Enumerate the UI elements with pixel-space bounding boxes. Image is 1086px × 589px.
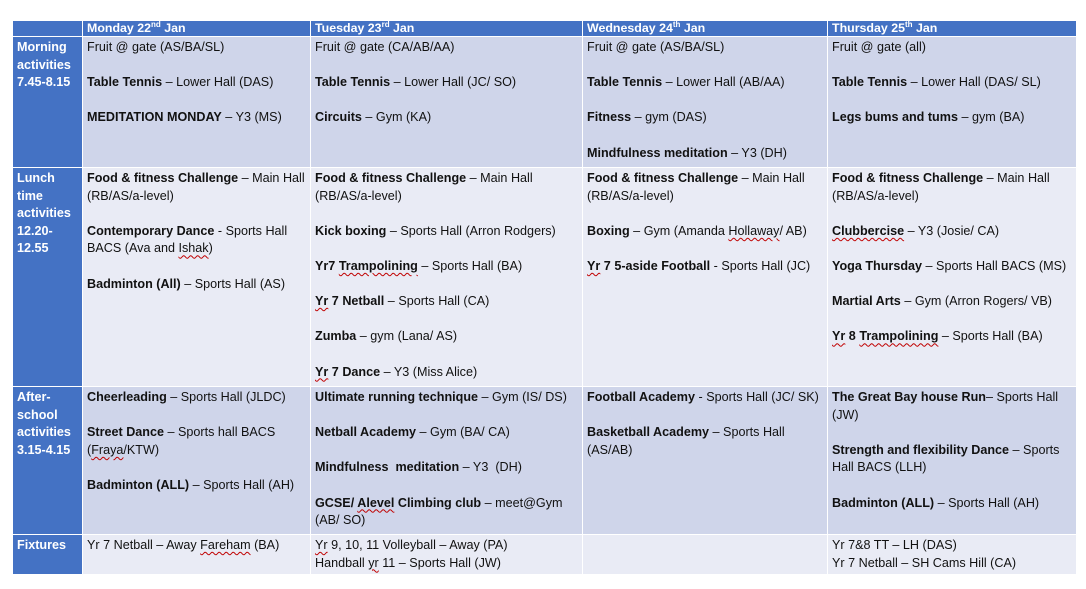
cell-morning-wednesday [583,37,828,168]
row-label-lunch: Lunch time activities 12.20-12.55 [13,168,83,387]
entry: Table Tennis – Lower Hall (DAS/ SL) [832,75,1041,90]
entry: Fruit @ gate (CA/AB/AA) [315,40,455,54]
entry: Mindfulness meditation – Y3 (DH) [315,460,522,475]
entry: Yr 8 Trampolining – Sports Hall (BA) [832,329,1043,344]
cell-lunch-thursday [828,168,1077,387]
entry: Yr 7 Netball – SH Cams Hill (CA) [832,555,1017,570]
cell-after-tuesday [311,387,583,535]
entry: Netball Academy – Gym (BA/ CA) [315,425,510,440]
entry: Zumba – gym (Lana/ AS) [315,329,458,344]
entry: Strength and flexibility Dance – Sports Hall BACS (LLH) [832,442,1060,475]
cell-fixtures-tuesday [311,535,583,575]
entry: Legs bums and tums – gym (BA) [832,110,1025,125]
cell-fixtures-monday [83,535,311,575]
entry: Table Tennis – Lower Hall (JC/ SO) [315,75,517,90]
entry: Boxing – Gym (Amanda Hollaway/ AB) [587,223,807,238]
entry: Yr 7 Netball – Sports Hall (CA) [315,294,490,309]
entry: Yr 7 Dance – Y3 (Miss Alice) [315,364,478,379]
entry: Handball yr 11 – Sports Hall (JW) [315,555,501,570]
entry: Table Tennis – Lower Hall (AB/AA) [587,75,785,90]
entry: Food & fitness Challenge – Main Hall (RB/AS/a-level) [315,171,533,203]
header-thursday: Thursday 25th Jan [828,21,1077,37]
entry: Kick boxing – Sports Hall (Arron Rodgers) [315,223,556,238]
header-wednesday: Wednesday 24th Jan [583,21,828,37]
header-monday: Monday 22nd Jan [83,21,311,37]
entry: Yr 7 Netball – Away Fareham (BA) [87,538,280,552]
cell-morning-monday [83,37,311,168]
entry: Fruit @ gate (all) [832,40,926,54]
entry: Fitness – gym (DAS) [587,110,707,125]
cell-fixtures-wednesday [583,535,828,575]
entry: Yoga Thursday – Sports Hall BACS (MS) [832,258,1067,273]
cell-after-wednesday [583,387,828,535]
entry: Food & fitness Challenge – Main Hall (RB/AS/a-level) [87,171,305,203]
row-lunch [13,168,1077,387]
entry: GCSE/ Alevel Climbing club – meet@Gym (AB/ SO) [315,495,563,528]
entry: Badminton (ALL) – Sports Hall (AH) [87,477,295,492]
cell-after-monday [83,387,311,535]
entry: Basketball Academy – Sports Hall (AS/AB) [587,425,785,457]
cell-morning-thursday [828,37,1077,168]
row-label-morning: Morning activities 7.45-8.15 [13,37,83,168]
row-after-school [13,387,1077,535]
entry: Circuits – Gym (KA) [315,110,432,125]
row-morning [13,37,1077,168]
row-fixtures [13,535,1077,575]
entry: Food & fitness Challenge – Main Hall (RB/AS/a-level) [587,171,805,203]
cell-after-thursday [828,387,1077,535]
entry: Football Academy - Sports Hall (JC/ SK) [587,390,819,404]
activities-timetable [12,20,1077,575]
entry: Fruit @ gate (AS/BA/SL) [87,40,225,54]
header-row [13,21,1077,37]
entry: Street Dance – Sports hall BACS (Fraya/KTW) [87,425,276,457]
entry: Contemporary Dance - Sports Hall BACS (Ava and Ishak) [87,223,288,256]
cell-lunch-tuesday [311,168,583,387]
entry: Food & fitness Challenge – Main Hall (RB/AS/a-level) [832,171,1050,203]
cell-lunch-monday [83,168,311,387]
entry: Martial Arts – Gym (Arron Rogers/ VB) [832,294,1052,309]
cell-lunch-wednesday [583,168,828,387]
entry: Yr 7&8 TT – LH (DAS) [832,538,957,552]
entry: Mindfulness meditation – Y3 (DH) [587,145,787,160]
header-tuesday: Tuesday 23rd Jan [311,21,583,37]
entry: Yr7 Trampolining – Sports Hall (BA) [315,258,523,273]
entry: Yr 9, 10, 11 Volleyball – Away (PA) [315,538,508,552]
entry: Badminton (All) – Sports Hall (AS) [87,276,286,291]
entry: Badminton (ALL) – Sports Hall (AH) [832,495,1040,510]
entry: Cheerleading – Sports Hall (JLDC) [87,390,286,404]
entry: Yr 7 5-aside Football - Sports Hall (JC) [587,258,811,273]
cell-morning-tuesday [311,37,583,168]
entry: Table Tennis – Lower Hall (DAS) [87,75,274,90]
entry: Fruit @ gate (AS/BA/SL) [587,40,725,54]
row-label-after-school: After-school activities 3.15-4.15 [13,387,83,535]
entry: MEDITATION MONDAY – Y3 (MS) [87,110,282,125]
entry: Clubbercise – Y3 (Josie/ CA) [832,223,1000,238]
entry: The Great Bay house Run– Sports Hall (JW) [832,390,1059,422]
cell-fixtures-thursday [828,535,1077,575]
row-label-fixtures: Fixtures [13,535,83,575]
entry: Ultimate running technique – Gym (IS/ DS) [315,390,567,404]
header-corner [13,21,83,37]
